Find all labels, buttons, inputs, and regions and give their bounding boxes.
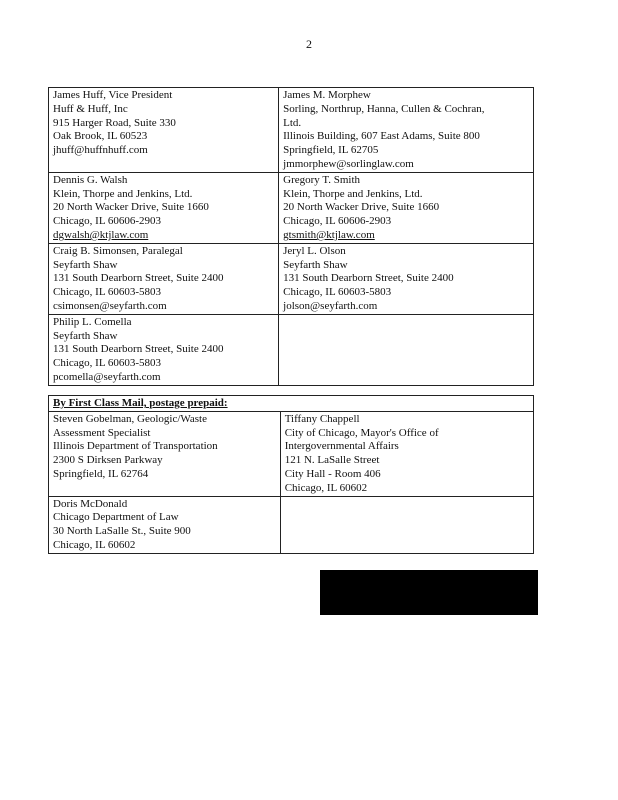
contact-firm: Klein, Thorpe and Jenkins, Ltd. — [53, 187, 193, 200]
contact-city: Oak Brook, IL 60523 — [53, 130, 148, 143]
table-row — [49, 243, 534, 314]
empty-cell — [280, 496, 533, 553]
contact-city: Springfield, IL 62764 — [53, 467, 149, 480]
contact-address: 121 N. LaSalle Street — [284, 454, 380, 467]
contact-address: 2300 S Dirksen Parkway — [53, 454, 163, 467]
contact-email: jhuff@huffnhuff.com — [53, 144, 148, 157]
contact-name: Jeryl L. Olson — [283, 244, 346, 257]
contact-address: 131 South Dearborn Street, Suite 2400 — [53, 272, 224, 285]
contact-name: Tiffany Chappell — [284, 412, 360, 425]
contact-address: 20 North Wacker Drive, Suite 1660 — [283, 201, 440, 214]
redaction-box — [320, 570, 538, 615]
contact-cell — [279, 88, 534, 173]
table-row — [49, 88, 534, 173]
service-list-table — [48, 87, 534, 386]
contact-email: jmmorphew@sorlinglaw.com — [283, 157, 414, 170]
contact-email: dgwalsh@ktjlaw.com — [53, 228, 149, 241]
contact-city: Chicago, IL 60602 — [53, 538, 136, 551]
contact-firm: Klein, Thorpe and Jenkins, Ltd. — [283, 187, 423, 200]
contact-city: Springfield, IL 62705 — [283, 144, 379, 157]
contact-cell — [49, 496, 281, 553]
contact-cell — [279, 243, 534, 314]
contact-address: 20 North Wacker Drive, Suite 1660 — [53, 201, 209, 214]
contact-cell — [49, 243, 279, 314]
contact-title: Assessment Specialist — [53, 426, 151, 439]
contact-org-cont: Intergovernmental Affairs — [284, 440, 399, 453]
contact-cell — [49, 172, 279, 243]
contact-address: 30 North LaSalle St., Suite 900 — [53, 525, 191, 538]
contact-cell — [280, 411, 533, 496]
table-header-row — [49, 396, 534, 412]
contact-room: City Hall - Room 406 — [284, 467, 381, 480]
contact-name: Dennis G. Walsh — [53, 173, 128, 186]
table-row — [49, 496, 534, 553]
contact-address: Illinois Building, 607 East Adams, Suite 800 — [283, 130, 480, 143]
contact-address: 131 South Dearborn Street, Suite 2400 — [283, 272, 454, 285]
table-row — [49, 411, 534, 496]
contact-cell — [49, 88, 279, 173]
contact-city: Chicago, IL 60602 — [284, 481, 368, 494]
empty-cell — [279, 314, 534, 385]
contact-org: City of Chicago, Mayor's Office of — [284, 426, 439, 439]
contact-name: Gregory T. Smith — [283, 173, 361, 186]
contact-name: Philip L. Comella — [53, 315, 132, 328]
contact-firm: Seyfarth Shaw — [53, 258, 118, 271]
contact-cell — [279, 172, 534, 243]
contact-name: Doris McDonald — [53, 497, 128, 510]
contact-name: Steven Gobelman, Geologic/Waste — [53, 412, 207, 425]
contact-firm: Seyfarth Shaw — [283, 258, 348, 271]
section-header — [49, 396, 534, 412]
contact-name: James M. Morphew — [283, 89, 371, 101]
contact-org: Illinois Department of Transportation — [53, 440, 218, 453]
contact-firm: Seyfarth Shaw — [53, 329, 118, 342]
table-row — [49, 172, 534, 243]
contact-address: 131 South Dearborn Street, Suite 2400 — [53, 343, 224, 356]
page-number: 2 — [306, 37, 312, 51]
table-row — [49, 314, 534, 385]
contact-city: Chicago, IL 60606-2903 — [53, 215, 162, 228]
contact-city: Chicago, IL 60603-5803 — [53, 357, 162, 370]
contact-city: Chicago, IL 60603-5803 — [53, 286, 162, 299]
contact-email: jolson@seyfarth.com — [283, 299, 378, 312]
contact-city: Chicago, IL 60606-2903 — [283, 215, 392, 228]
contact-name: Craig B. Simonsen, Paralegal — [53, 244, 183, 257]
contact-org: Chicago Department of Law — [53, 511, 179, 524]
contact-firm: Huff & Huff, Inc — [53, 102, 128, 115]
contact-email: pcomella@seyfarth.com — [53, 370, 161, 383]
contact-name: James Huff, Vice President — [53, 89, 173, 101]
contact-firm-cont: Ltd. — [283, 116, 302, 129]
contact-address: 915 Harger Road, Suite 330 — [53, 116, 176, 129]
contact-cell — [49, 411, 281, 496]
contact-firm: Sorling, Northrup, Hanna, Cullen & Cochran, — [283, 102, 485, 115]
contact-cell — [49, 314, 279, 385]
contact-city: Chicago, IL 60603-5803 — [283, 286, 392, 299]
contact-email: csimonsen@seyfarth.com — [53, 299, 167, 312]
contact-email: gtsmith@ktjlaw.com — [283, 228, 375, 241]
first-class-mail-table — [48, 395, 534, 554]
section-header-label: By First Class Mail, postage prepaid: — [53, 397, 228, 409]
